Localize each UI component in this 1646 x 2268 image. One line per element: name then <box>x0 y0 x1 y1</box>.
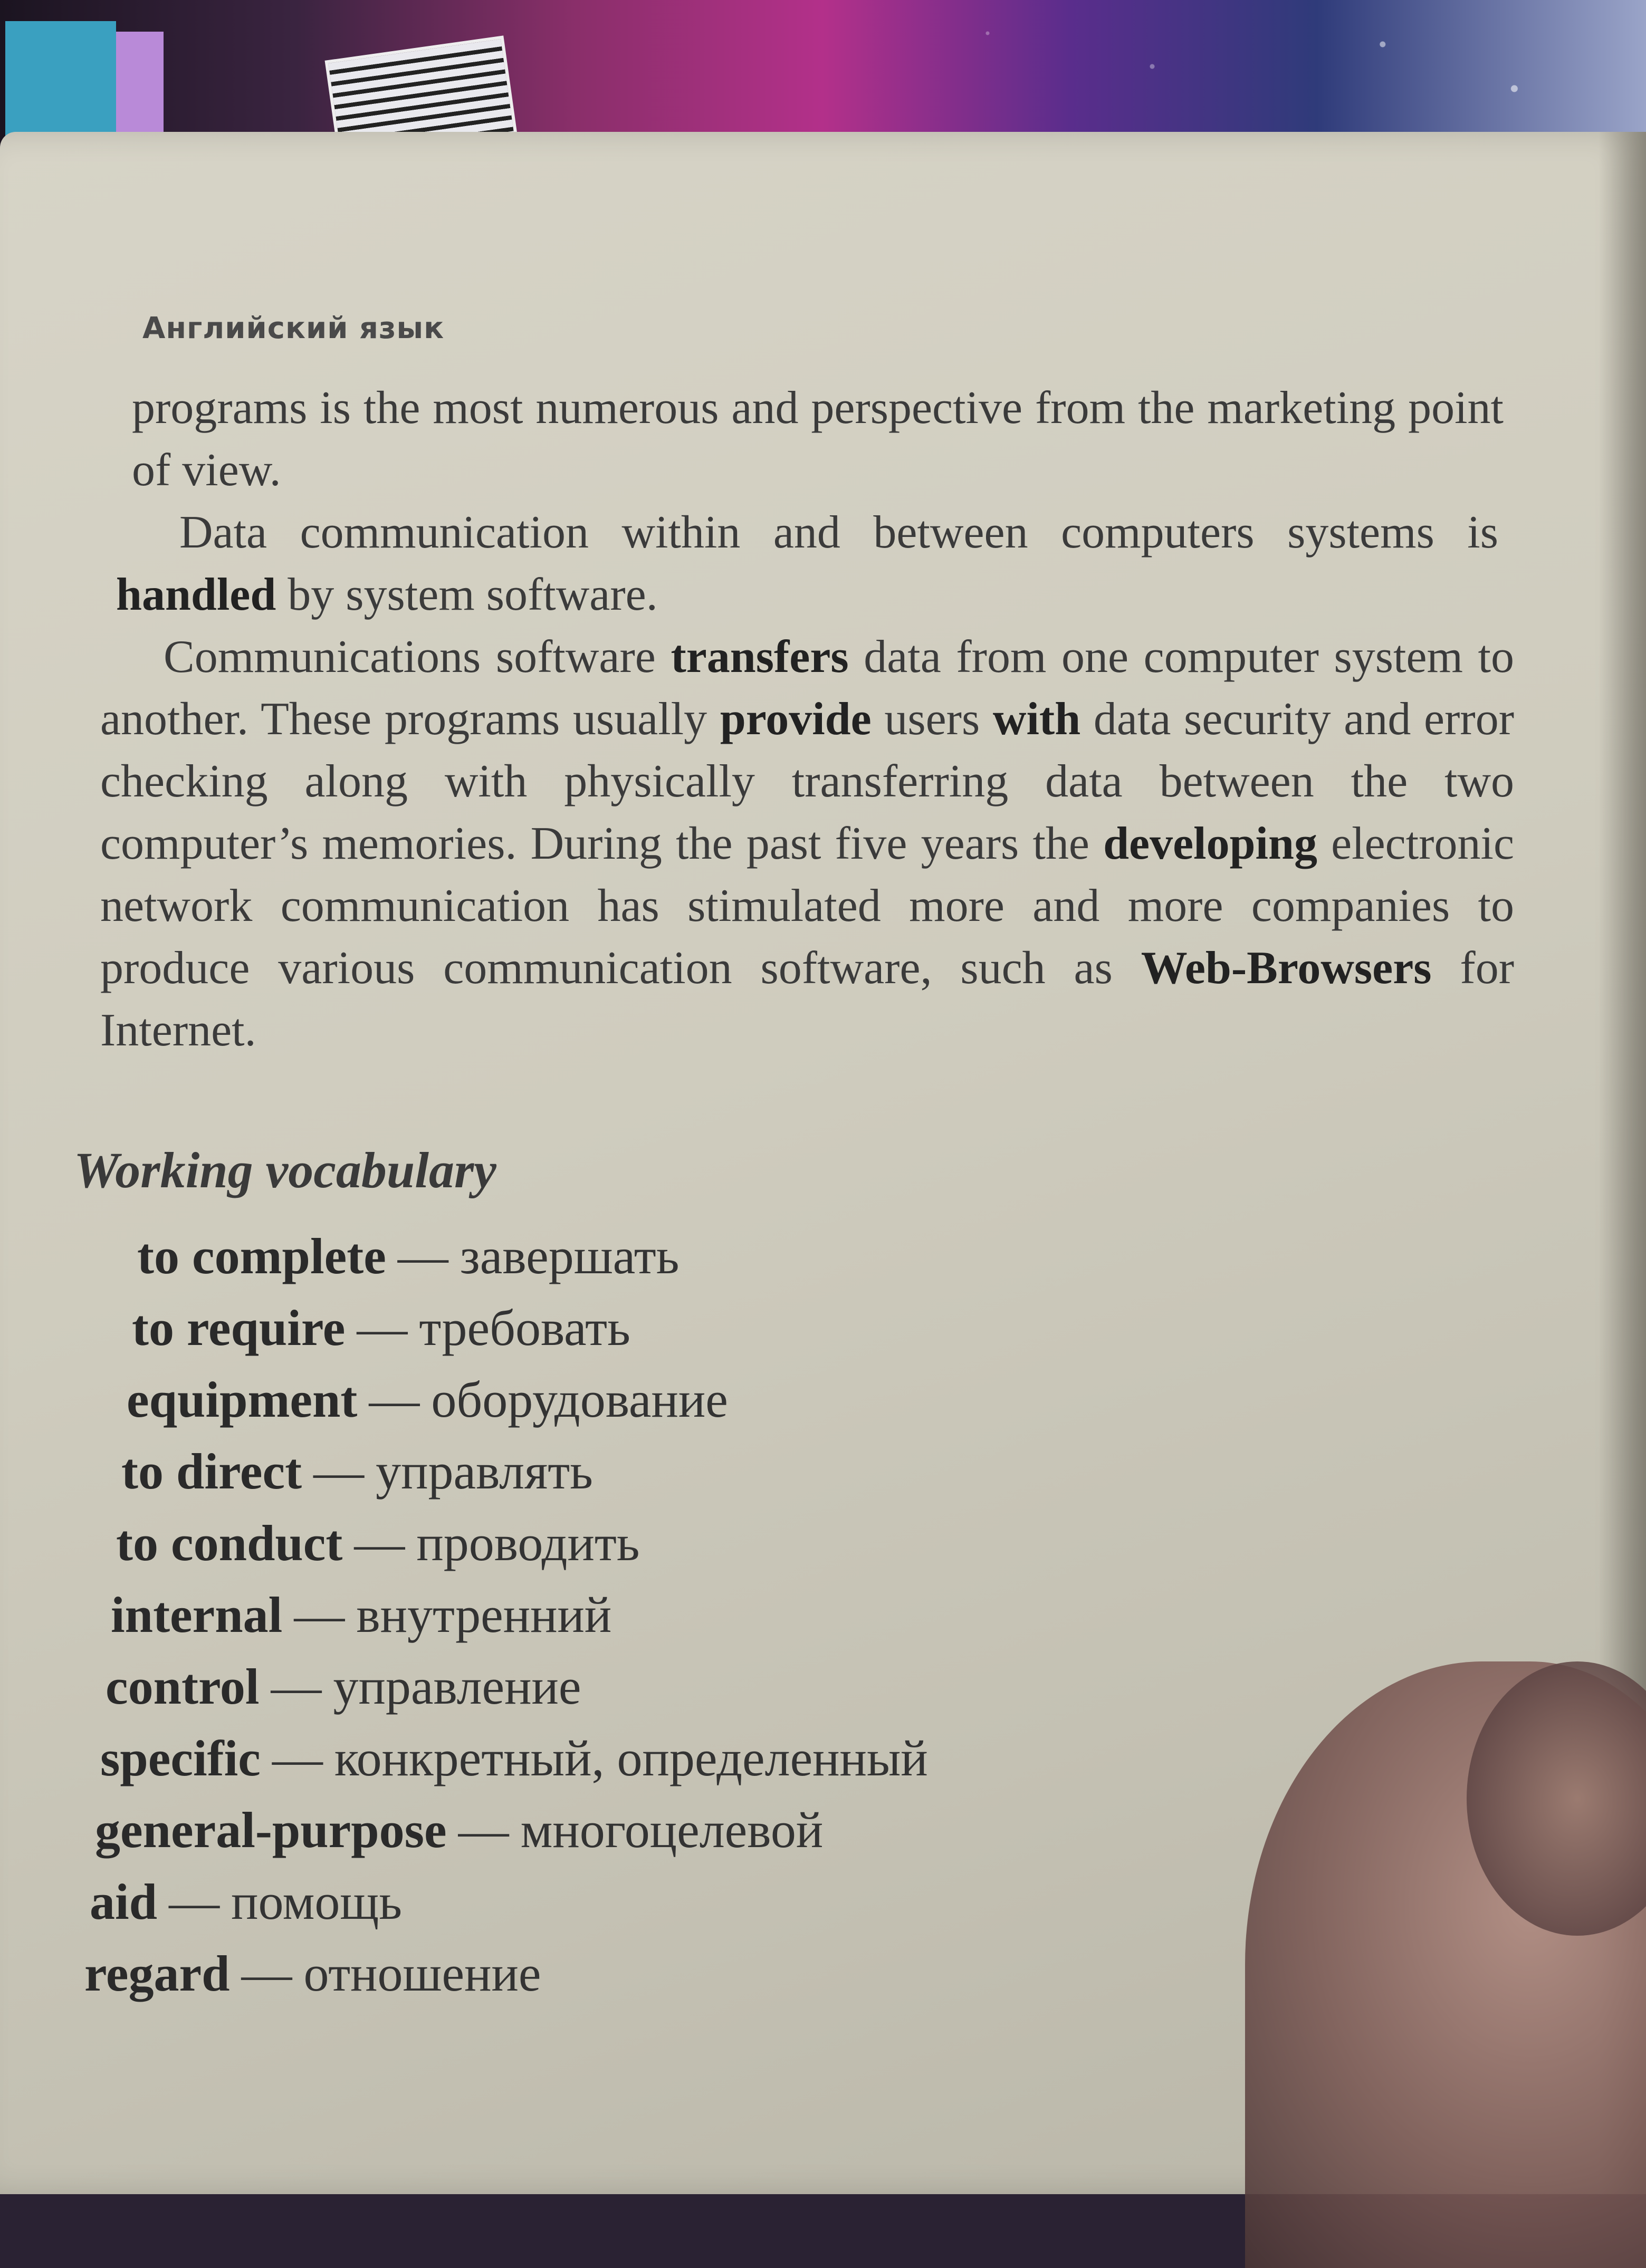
text-run: electronic network communication has stimulated more and more companies to produce various communication software, such as <box>100 818 1514 994</box>
bold-term: handled <box>116 569 276 620</box>
vocabulary-term: to require <box>132 1300 346 1356</box>
vocabulary-translation: внутренний <box>356 1587 612 1643</box>
em-dash: — <box>294 1587 345 1643</box>
em-dash: — <box>357 1300 408 1356</box>
page-content <box>74 311 1515 2010</box>
text-run: Communications software <box>164 631 671 683</box>
vocabulary-item <box>100 1723 1498 1794</box>
vocabulary-item <box>127 1364 1498 1436</box>
vocabulary-item <box>137 1221 1498 1292</box>
bold-term: transfers <box>671 631 849 683</box>
em-dash: — <box>354 1515 405 1571</box>
paragraph-1 <box>132 377 1504 502</box>
vocabulary-term: to conduct <box>116 1515 343 1571</box>
em-dash: — <box>458 1802 509 1858</box>
text-run: data security and error checking along with physically transferring data between the two computer’s memories. During the past five years the <box>100 694 1515 869</box>
vocabulary-term: aid <box>90 1873 158 1930</box>
vocabulary-item <box>106 1651 1498 1723</box>
bold-term: Web-Browsers <box>1141 943 1432 994</box>
vocabulary-item <box>132 1292 1498 1364</box>
vocabulary-translation: управление <box>333 1658 581 1715</box>
vocabulary-translation: требовать <box>419 1300 630 1356</box>
vocabulary-term: equipment <box>127 1371 358 1428</box>
bold-term: with <box>992 694 1081 745</box>
em-dash: — <box>313 1443 365 1500</box>
text-run: programs is the most numerous and perspective from the marketing point of view. <box>132 382 1504 496</box>
em-dash: — <box>272 1730 323 1786</box>
vocabulary-term: regard <box>84 1945 230 2002</box>
vocabulary-item <box>121 1436 1498 1507</box>
paragraph-2 <box>116 502 1498 626</box>
text-run: data from one computer system to another. These programs usually <box>100 631 1515 745</box>
vocabulary-translation: отношение <box>303 1945 541 2002</box>
text-run: Data communication within and between computers systems is <box>179 507 1498 558</box>
vocabulary-term: specific <box>100 1730 261 1786</box>
running-head: Английский язык <box>142 311 445 345</box>
vocabulary-translation: конкретный, определенный <box>334 1730 928 1786</box>
vocabulary-translation: оборудование <box>431 1371 728 1428</box>
em-dash: — <box>271 1658 322 1715</box>
vocabulary-translation: завершать <box>460 1228 680 1284</box>
em-dash: — <box>169 1873 220 1930</box>
em-dash: — <box>397 1228 448 1284</box>
vocabulary-item <box>111 1579 1498 1651</box>
text-run: for Internet. <box>100 943 1514 1056</box>
vocabulary-term: internal <box>111 1587 283 1643</box>
vocabulary-item <box>116 1507 1498 1579</box>
vocabulary-term: general-purpose <box>95 1802 447 1858</box>
text-run: users <box>871 694 993 745</box>
em-dash: — <box>369 1371 420 1428</box>
vocabulary-translation: многоцелевой <box>520 1802 824 1858</box>
em-dash: — <box>241 1945 292 2002</box>
vocabulary-term: to direct <box>121 1443 302 1500</box>
bold-term: provide <box>720 694 872 745</box>
text-run: by system software. <box>276 569 658 620</box>
vocabulary-term: to complete <box>137 1228 386 1284</box>
vocabulary-title: Working vocabulary <box>74 1142 496 1198</box>
vocabulary-translation: проводить <box>416 1515 640 1571</box>
paragraph-3 <box>100 626 1514 1062</box>
vocabulary-term: control <box>106 1658 260 1715</box>
vocabulary-translation: управлять <box>376 1443 593 1500</box>
vocabulary-translation: помощь <box>231 1873 403 1930</box>
bold-term: developing <box>1103 818 1317 869</box>
